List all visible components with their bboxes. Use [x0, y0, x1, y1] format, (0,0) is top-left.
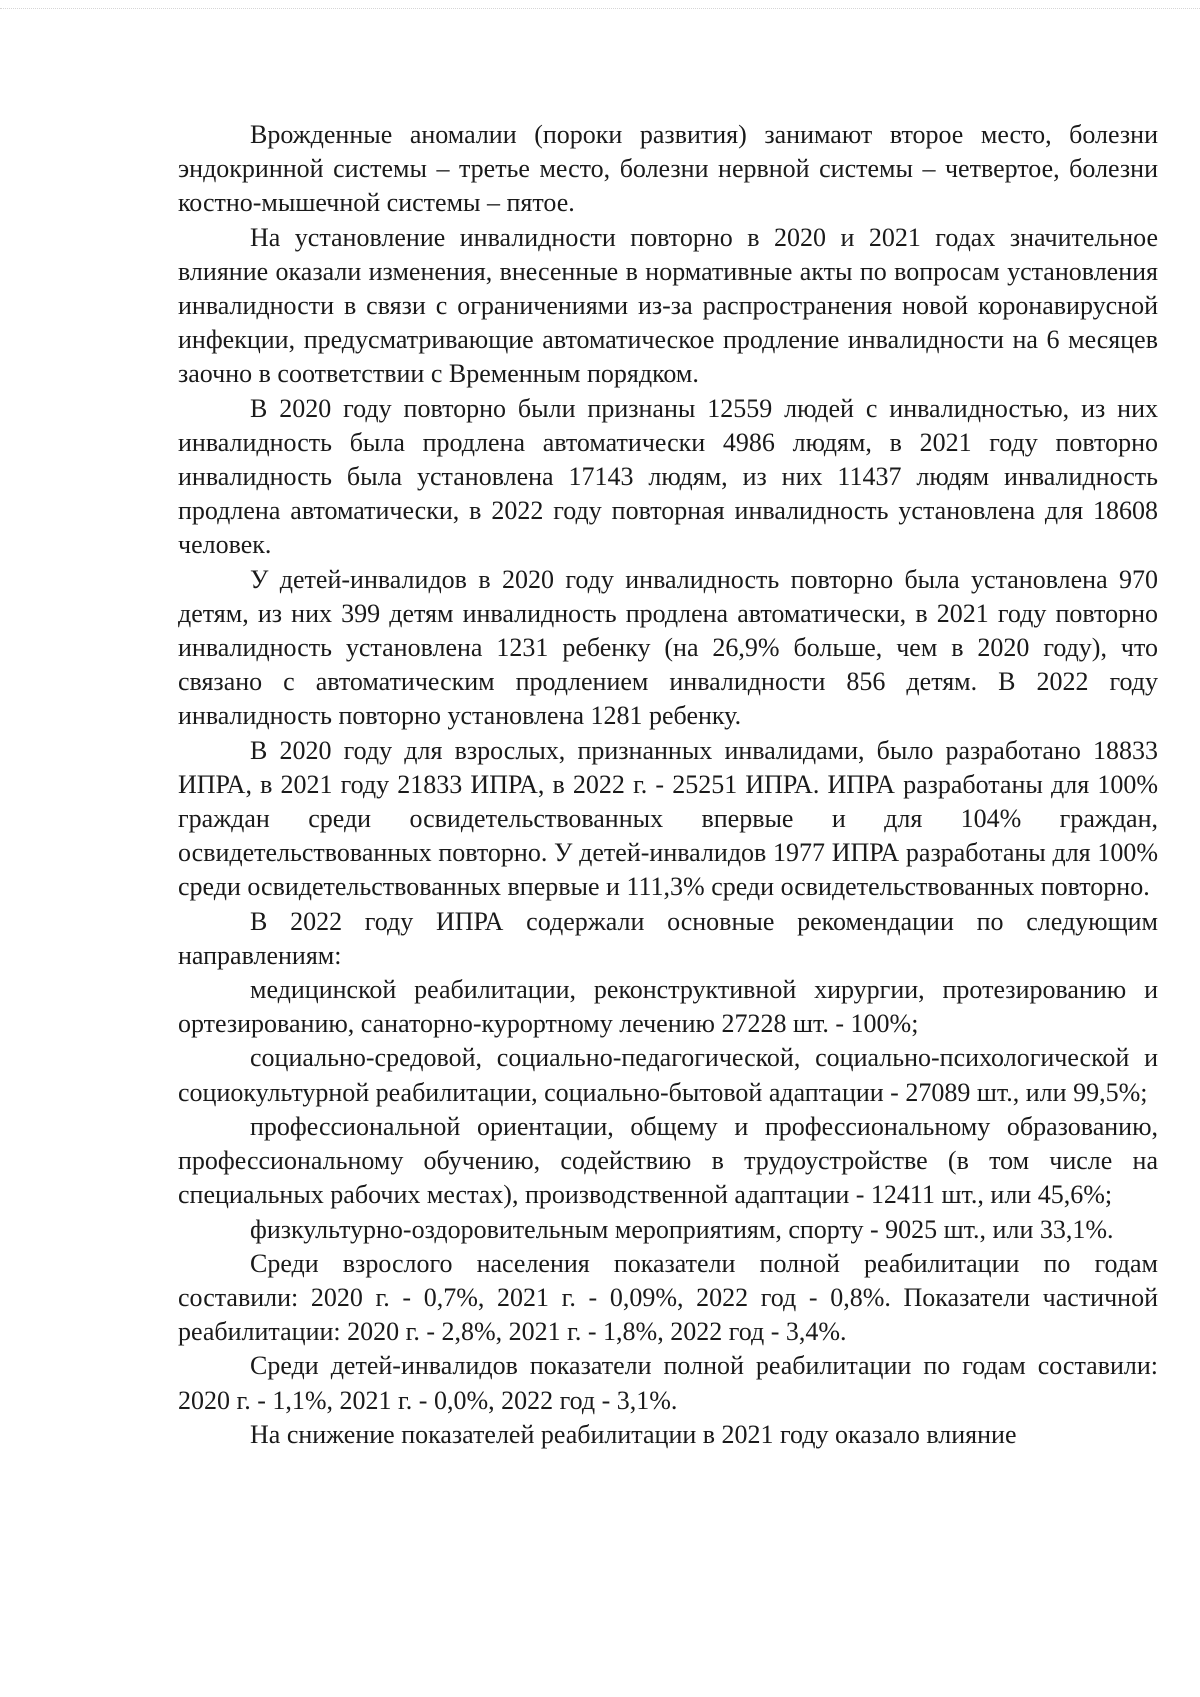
paragraph-medical-rehabilitation: медицинской реабилитации, реконструктивной хирургии, протезированию и ортезированию, санаторно-курортному лечению 27228 шт. - 100%;: [178, 975, 1158, 1039]
paragraph-sports-activities: физкультурно-оздоровительным мероприятиям, спорту - 9025 шт., или 33,1%.: [250, 1214, 1114, 1244]
paragraph-social-rehabilitation: социально-средовой, социально-педагогической, социально-психологической и социокультурной реабилитации, социально-бытовой адаптации - 27089 шт., или 99,5%;: [178, 1043, 1158, 1107]
paragraph-congenital-anomalies: Врожденные аномалии (пороки развития) занимают второе место, болезни эндокринной системы – третье место, болезни нервной системы – четвертое, болезни костно-мышечной системы – пятое.: [178, 120, 1158, 218]
paragraph-ipra-developed: В 2020 году для взрослых, признанных инвалидами, было разработано 18833 ИПРА, в 2021 году 21833 ИПРА, в 2022 г. - 25251 ИПРА. ИПРА разработаны для 100% граждан среди освидетельствованных впервые и для 104% граждан, освидетельствованных повторно. У детей-инвалидов 1977 ИПРА разработаны для 100% среди освидетельствованных впервые и 111,3% среди освидетельствованных повторно.: [178, 735, 1158, 902]
scan-top-edge: [0, 8, 1200, 9]
paragraph-children-rehabilitation-rates: Среди детей-инвалидов показатели полной реабилитации по годам составили: 2020 г. - 1,1%, 2021 г. - 0,0%, 2022 год - 3,1%.: [178, 1351, 1158, 1415]
document-body: [178, 118, 1158, 1452]
paragraph-rehabilitation-decline: На снижение показателей реабилитации в 2021 году оказало влияние: [250, 1419, 1017, 1449]
paragraph-repeat-disability-adults: В 2020 году повторно были признаны 12559 людей с инвалидностью, из них инвалидность была продлена автоматически 4986 людям, в 2021 году повторно инвалидность была установлена 17143 людям, из них 11437 людям инвалидность продлена автоматически, в 2022 году повторная инвалидность установлена для 18608 человек.: [178, 393, 1158, 560]
paragraph-adult-rehabilitation-rates: Среди взрослого населения показатели полной реабилитации по годам составили: 2020 г. - 0,7%, 2021 г. - 0,09%, 2022 год - 0,8%. Показатели частичной реабилитации: 2020 г. - 2,8%, 2021 г. - 1,8%, 2022 год - 3,4%.: [178, 1248, 1158, 1347]
paragraph-ipra-directions-intro: В 2022 году ИПРА содержали основные рекомендации по следующим направлениям:: [178, 906, 1158, 970]
paragraph-repeat-disability-regulation: На установление инвалидности повторно в 2020 и 2021 годах значительное влияние оказали изменения, внесенные в нормативные акты по вопросам установления инвалидности в связи с ограничениями из-за распространения новой коронавирусной инфекции, предусматривающие автоматическое продление инвалидности на 6 месяцев заочно в соответствии с Временным порядком.: [178, 222, 1158, 389]
paragraph-repeat-disability-children: У детей-инвалидов в 2020 году инвалидность повторно была установлена 970 детям, из них 399 детям инвалидность продлена автоматически, в 2021 году повторно инвалидность установлена 1231 ребенку (на 26,9% больше, чем в 2020 году), что связано с автоматическим продлением инвалидности 856 детям. В 2022 году инвалидность повторно установлена 1281 ребенку.: [178, 564, 1158, 731]
paragraph-professional-orientation: профессиональной ориентации, общему и профессиональному образованию, профессиональному обучению, содействию в трудоустройстве (в том числе на специальных рабочих местах), производственной адаптации - 12411 шт., или 45,6%;: [178, 1111, 1158, 1210]
